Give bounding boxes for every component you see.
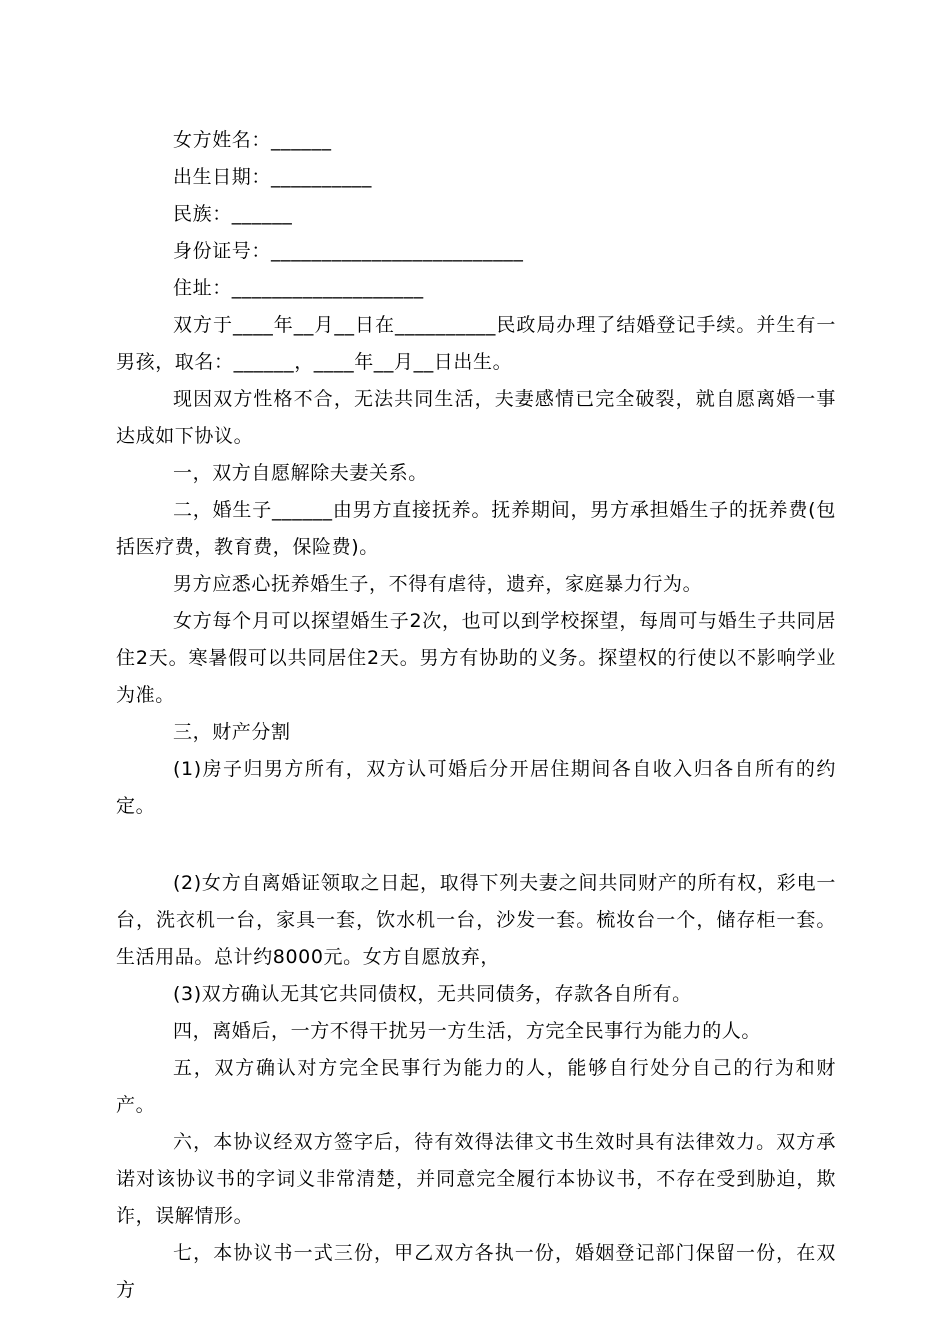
clause-3-item-3: (3)双方确认无其它共同债权，无共同债务，存款各自所有。 (173, 983, 692, 1005)
female-name-field: 女方姓名：______ (173, 129, 332, 151)
ethnicity-field: 民族：______ (173, 203, 293, 225)
clause-7: 七，本协议书一式三份，甲乙双方各执一份，婚姻登记部门保留一份，在双方 (116, 1242, 836, 1301)
clause-3-heading: 三，财产分割 (173, 721, 291, 743)
clause-2-visitation: 女方每个月可以探望婚生子2次，也可以到学校探望，每周可与婚生子共同居住2天。寒暑假可以共同居住2天。男方有协助的义务。探望权的行使以不影响学业为准。 (116, 610, 836, 706)
divorce-reason-paragraph: 现因双方性格不合，无法共同生活，夫妻感情已完全破裂，就自愿离婚一事达成如下协议。 (116, 388, 836, 447)
birth-date-field: 出生日期：__________ (173, 166, 373, 188)
clause-1: 一，双方自愿解除夫妻关系。 (173, 462, 428, 484)
blank-spacer (116, 825, 836, 865)
clause-2-custody: 二，婚生子______由男方直接抚养。抚养期间，男方承担婚生子的抚养费(包括医疗费，教育费，保险费)。 (116, 499, 836, 558)
clause-5: 五，双方确认对方完全民事行为能力的人，能够自行处分自己的行为和财产。 (116, 1057, 836, 1116)
id-number-field: 身份证号：_________________________ (173, 240, 524, 262)
clause-2-care: 男方应悉心抚养婚生子，不得有虐待，遗弃，家庭暴力行为。 (173, 573, 703, 595)
clause-3-item-1: (1)房子归男方所有，双方认可婚后分开居住期间各自收入归各自所有的约定。 (116, 758, 836, 817)
address-field: 住址：___________________ (173, 277, 424, 299)
agreement-body (116, 122, 836, 1309)
clause-6: 六，本协议经双方签字后，待有效得法律文书生效时具有法律效力。双方承诺对该协议书的字词义非常清楚，并同意完全履行本协议书，不存在受到胁迫，欺诈，误解情形。 (116, 1131, 836, 1227)
clause-3-item-2: (2)女方自离婚证领取之日起，取得下列夫妻之间共同财产的所有权，彩电一台，洗衣机一台，家具一套，饮水机一台，沙发一套。梳妆台一个，储存柜一套。生活用品。总计约8000元。女方自愿放弃， (116, 872, 836, 968)
marriage-registration-paragraph: 双方于____年__月__日在__________民政局办理了结婚登记手续。并生有一男孩，取名：______，____年__月__日出生。 (116, 314, 836, 373)
clause-4: 四，离婚后，一方不得干扰另一方生活，方完全民事行为能力的人。 (173, 1020, 762, 1042)
